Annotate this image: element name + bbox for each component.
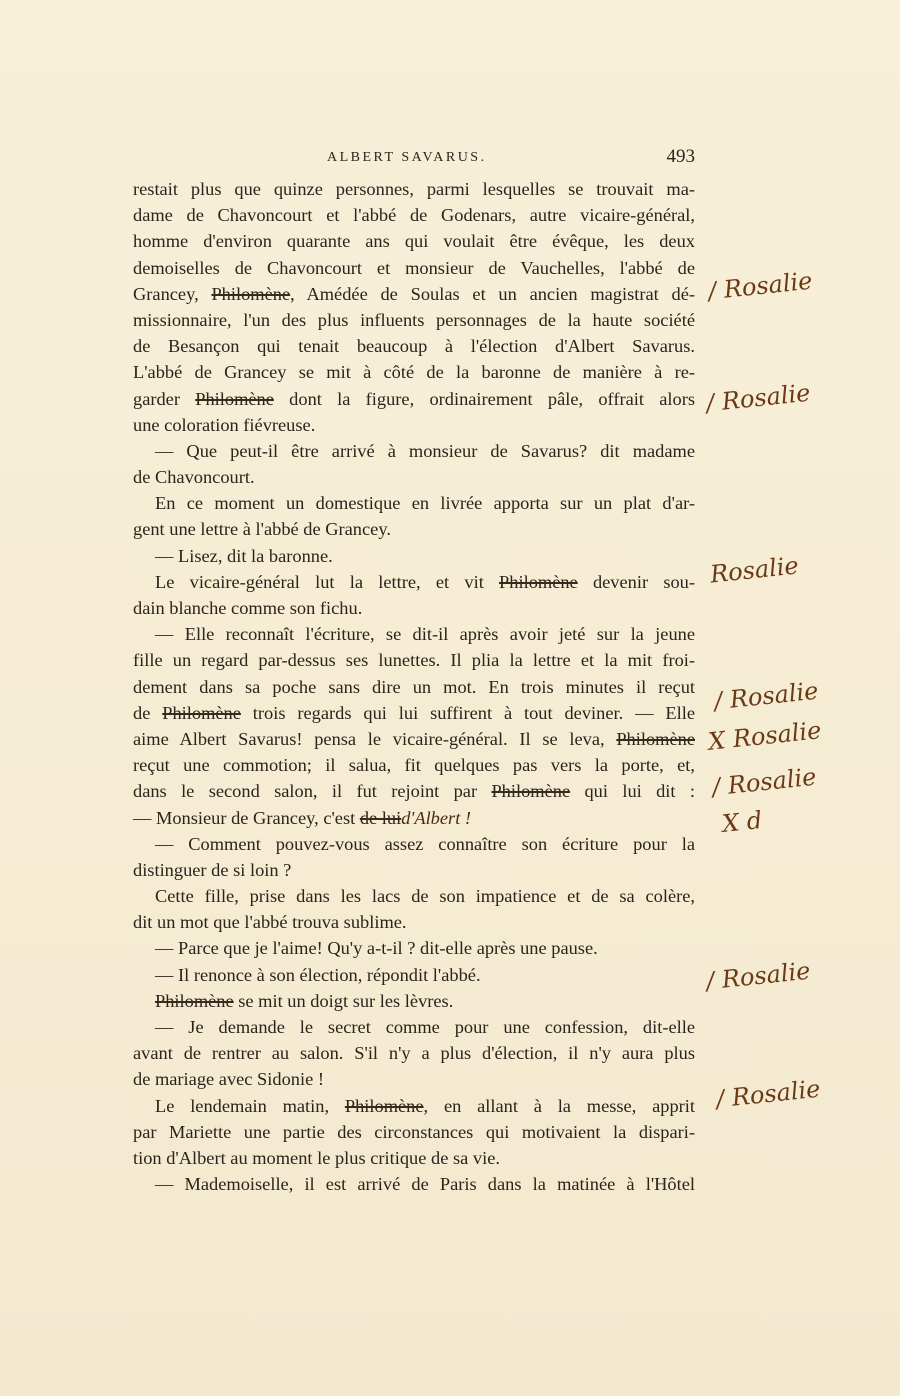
line-text: Cette fille, prise dans les lacs de son impatience et de sa colère, — [155, 886, 695, 907]
margin-note: / Rosalie — [714, 1074, 822, 1114]
line-text: qui lui dit : — [570, 781, 695, 802]
text-line — [133, 700, 695, 726]
margin-note: Rosalie — [708, 551, 800, 589]
line-text: — Monsieur de Grancey, c'est — [133, 807, 360, 828]
text-line — [133, 988, 695, 1014]
line-text: L'abbé de Grancey se mit à côté de la baronne de manière à re- — [133, 362, 695, 383]
line-text: dement dans sa poche sans dire un mot. En trois minutes il reçut — [133, 676, 695, 697]
text-line — [133, 1014, 695, 1040]
line-text: — Lisez, dit la baronne. — [155, 545, 333, 566]
text-line — [133, 386, 695, 412]
text-line — [133, 307, 695, 333]
margin-note: X d — [720, 805, 764, 839]
text-line — [133, 281, 695, 307]
text-line — [133, 359, 695, 385]
line-text: tion d'Albert au moment le plus critique de sa vie. — [133, 1147, 500, 1168]
text-line — [133, 412, 695, 438]
struck-word: Philomène — [195, 388, 274, 409]
struck-word: Philomène — [162, 702, 241, 723]
line-text: Le vicaire-général lut la lettre, et vit — [155, 571, 500, 592]
running-title: ALBERT SAVARUS. — [327, 150, 487, 165]
line-text: se mit un doigt sur les lèvres. — [233, 990, 454, 1011]
line-text: — Il renonce à son élection, répondit l'abbé. — [155, 964, 481, 985]
line-text: de mariage avec Sidonie ! — [133, 1069, 324, 1090]
line-text: de — [133, 702, 163, 723]
text-line — [133, 883, 695, 909]
line-text: — Je demande le secret comme pour une confession, dit-elle — [155, 1017, 695, 1037]
text-line — [133, 1040, 695, 1066]
text-line — [133, 805, 695, 831]
text-line — [133, 831, 695, 857]
struck-word: Philomène — [211, 283, 291, 304]
running-header — [133, 146, 695, 170]
text-line — [133, 1119, 695, 1145]
line-text: reçut une commotion; il salua, fit quelques pas vers la porte, et, — [133, 755, 695, 776]
margin-note: / Rosalie — [706, 266, 814, 306]
line-text: missionnaire, l'un des plus influents personnages de la haute société — [133, 309, 695, 330]
margin-annotations — [700, 0, 890, 1396]
line-text: — Mademoiselle, il est arrivé de Paris dans la matinée à l'Hôtel — [155, 1174, 695, 1195]
line-text: , Amédée de Soulas et un ancien magistrat dé- — [290, 283, 695, 304]
text-line — [133, 621, 695, 647]
text-line — [133, 490, 695, 516]
text-line — [133, 176, 695, 202]
line-text: dont la figure, ordinairement pâle, offrait alors — [273, 388, 696, 409]
page-number: 493 — [666, 146, 695, 167]
text-line — [133, 962, 695, 988]
line-text: homme d'environ quarante ans qui voulait être évêque, les deux — [133, 231, 695, 252]
text-line — [133, 726, 695, 752]
text-line — [133, 438, 695, 464]
text-line — [133, 569, 695, 595]
margin-note: / Rosalie — [710, 762, 818, 802]
line-text: trois regards qui lui suffirent à tout deviner. — Elle — [240, 702, 695, 723]
line-text: , en allant à la messe, apprit — [423, 1095, 695, 1116]
margin-note: / Rosalie — [712, 676, 820, 716]
line-text: dain blanche comme son fichu. — [133, 598, 363, 618]
text-line — [133, 1171, 695, 1197]
line-text: — Que peut-il être arrivé à monsieur de Savarus? dit madame — [155, 440, 695, 461]
struck-word: Philomène — [491, 781, 571, 802]
text-line — [133, 595, 695, 621]
struck-word: Philomène — [499, 571, 578, 592]
line-text: garder — [133, 388, 196, 409]
text-line — [133, 202, 695, 228]
text-line — [133, 674, 695, 700]
line-text: devenir sou- — [577, 571, 696, 592]
text-line — [133, 752, 695, 778]
line-text: En ce moment un domestique en livrée apporta sur un plat d'ar- — [155, 493, 695, 514]
margin-note: / Rosalie — [704, 378, 812, 418]
text-line — [133, 255, 695, 281]
struck-word: Philomène — [344, 1095, 424, 1116]
line-text: par Mariette une partie des circonstances qui motivaient la dispari- — [133, 1121, 695, 1142]
struck-word: Philomène — [155, 990, 234, 1011]
text-line — [133, 935, 695, 961]
line-text: dit un mot que l'abbé trouva sublime. — [133, 912, 407, 933]
line-text: dame de Chavoncourt et l'abbé de Godenars, autre vicaire-général, — [133, 205, 695, 226]
line-text: de Chavoncourt. — [133, 467, 255, 488]
line-text: demoiselles de Chavoncourt et monsieur de Vauchelles, l'abbé de — [133, 257, 695, 278]
text-line — [133, 1066, 695, 1092]
text-line — [133, 333, 695, 359]
margin-note: X Rosalie — [706, 716, 823, 756]
text-line — [133, 1093, 695, 1119]
text-line — [133, 464, 695, 490]
struck-word: de lui — [359, 807, 402, 828]
line-text: — Elle reconnaît l'écriture, se dit-il après avoir jeté sur la jeune — [155, 624, 695, 645]
text-line — [133, 228, 695, 254]
line-text: de Besançon qui tenait beaucoup à l'élection d'Albert Savarus. — [133, 336, 695, 357]
line-text: restait plus que quinze personnes, parmi lesquelles se trouvait ma- — [133, 179, 695, 199]
text-line — [133, 516, 695, 542]
text-line — [133, 857, 695, 883]
line-text: gent une lettre à l'abbé de Grancey. — [133, 519, 391, 540]
line-text: distinguer de si loin ? — [133, 859, 292, 880]
text-line — [133, 778, 695, 804]
text-line — [133, 909, 695, 935]
struck-word: Philomène — [616, 728, 695, 749]
text-line — [133, 647, 695, 673]
body-text — [133, 176, 695, 1197]
handwritten-insertion: d'Albert ! — [401, 807, 472, 828]
text-line — [133, 543, 695, 569]
line-text: fille un regard par-dessus ses lunettes. Il plia la lettre et la mit froi- — [133, 650, 695, 671]
line-text: Grancey, — [133, 283, 212, 304]
line-text: aime Albert Savarus! pensa le vicaire-général. Il se leva, — [133, 728, 617, 749]
line-text: avant de rentrer au salon. S'il n'y a plus d'élection, il n'y aura plus — [133, 1043, 695, 1064]
line-text: — Parce que je l'aime! Qu'y a-t-il ? dit-elle après une pause. — [155, 938, 598, 959]
text-line — [133, 1145, 695, 1171]
margin-note: / Rosalie — [704, 956, 812, 996]
line-text: une coloration fiévreuse. — [133, 414, 316, 435]
line-text: Le lendemain matin, — [155, 1095, 345, 1116]
line-text: — Comment pouvez-vous assez connaître son écriture pour la — [155, 833, 695, 854]
line-text: dans le second salon, il fut rejoint par — [133, 781, 492, 802]
